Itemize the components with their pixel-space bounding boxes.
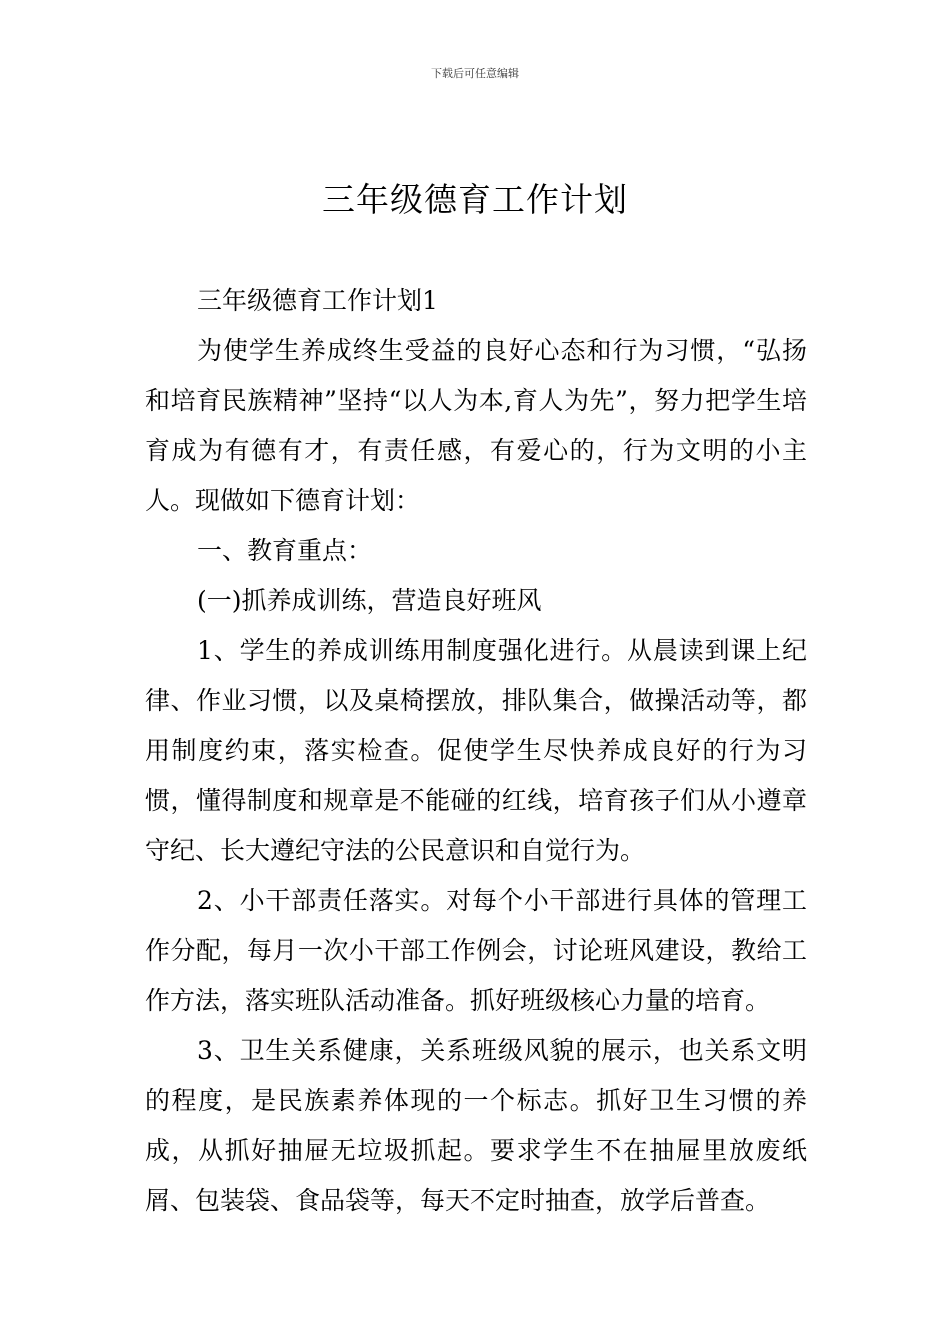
subsection-heading-habit-training: (一)抓养成训练，营造良好班风 bbox=[197, 586, 542, 615]
document-body bbox=[145, 276, 807, 1226]
page-title: 三年级德育工作计划 bbox=[322, 180, 628, 219]
paragraph-item-1: 1、学生的养成训练用制度强化进行。从晨读到课上纪律、作业习惯，以及桌椅摆放，排队集合，做操活动等，都用制度约束，落实检查。促使学生尽快养成良好的行为习惯，懂得制度和规章是不能碰的红线，培育孩子们从小遵章守纪、长大遵纪守法的公民意识和自觉行为。 bbox=[145, 636, 807, 865]
paragraph-item-2: 2、小干部责任落实。对每个小干部进行具体的管理工作分配，每月一次小干部工作例会，讨论班风建设，教给工作方法，落实班队活动准备。抓好班级核心力量的培育。 bbox=[145, 886, 807, 1015]
section-heading-education-focus: 一、教育重点： bbox=[197, 536, 373, 565]
intro-paragraph: 为使学生养成终生受益的良好心态和行为习惯，“弘扬和培育民族精神”坚持“以人为本,育人为先”，努力把学生培育成为有德有才，有责任感，有爱心的，行为文明的小主人。现做如下德育计划： bbox=[145, 336, 807, 515]
section-heading-plan-1: 三年级德育工作计划1 bbox=[197, 286, 438, 315]
paragraph-item-3: 3、卫生关系健康，关系班级风貌的展示，也关系文明的程度，是民族素养体现的一个标志。抓好卫生习惯的养成，从抓好抽屉无垃圾抓起。要求学生不在抽屉里放废纸屑、包装袋、食品袋等，每天不定时抽查，放学后普查。 bbox=[145, 1036, 807, 1215]
header-note: 下载后可任意编辑 bbox=[431, 67, 519, 80]
